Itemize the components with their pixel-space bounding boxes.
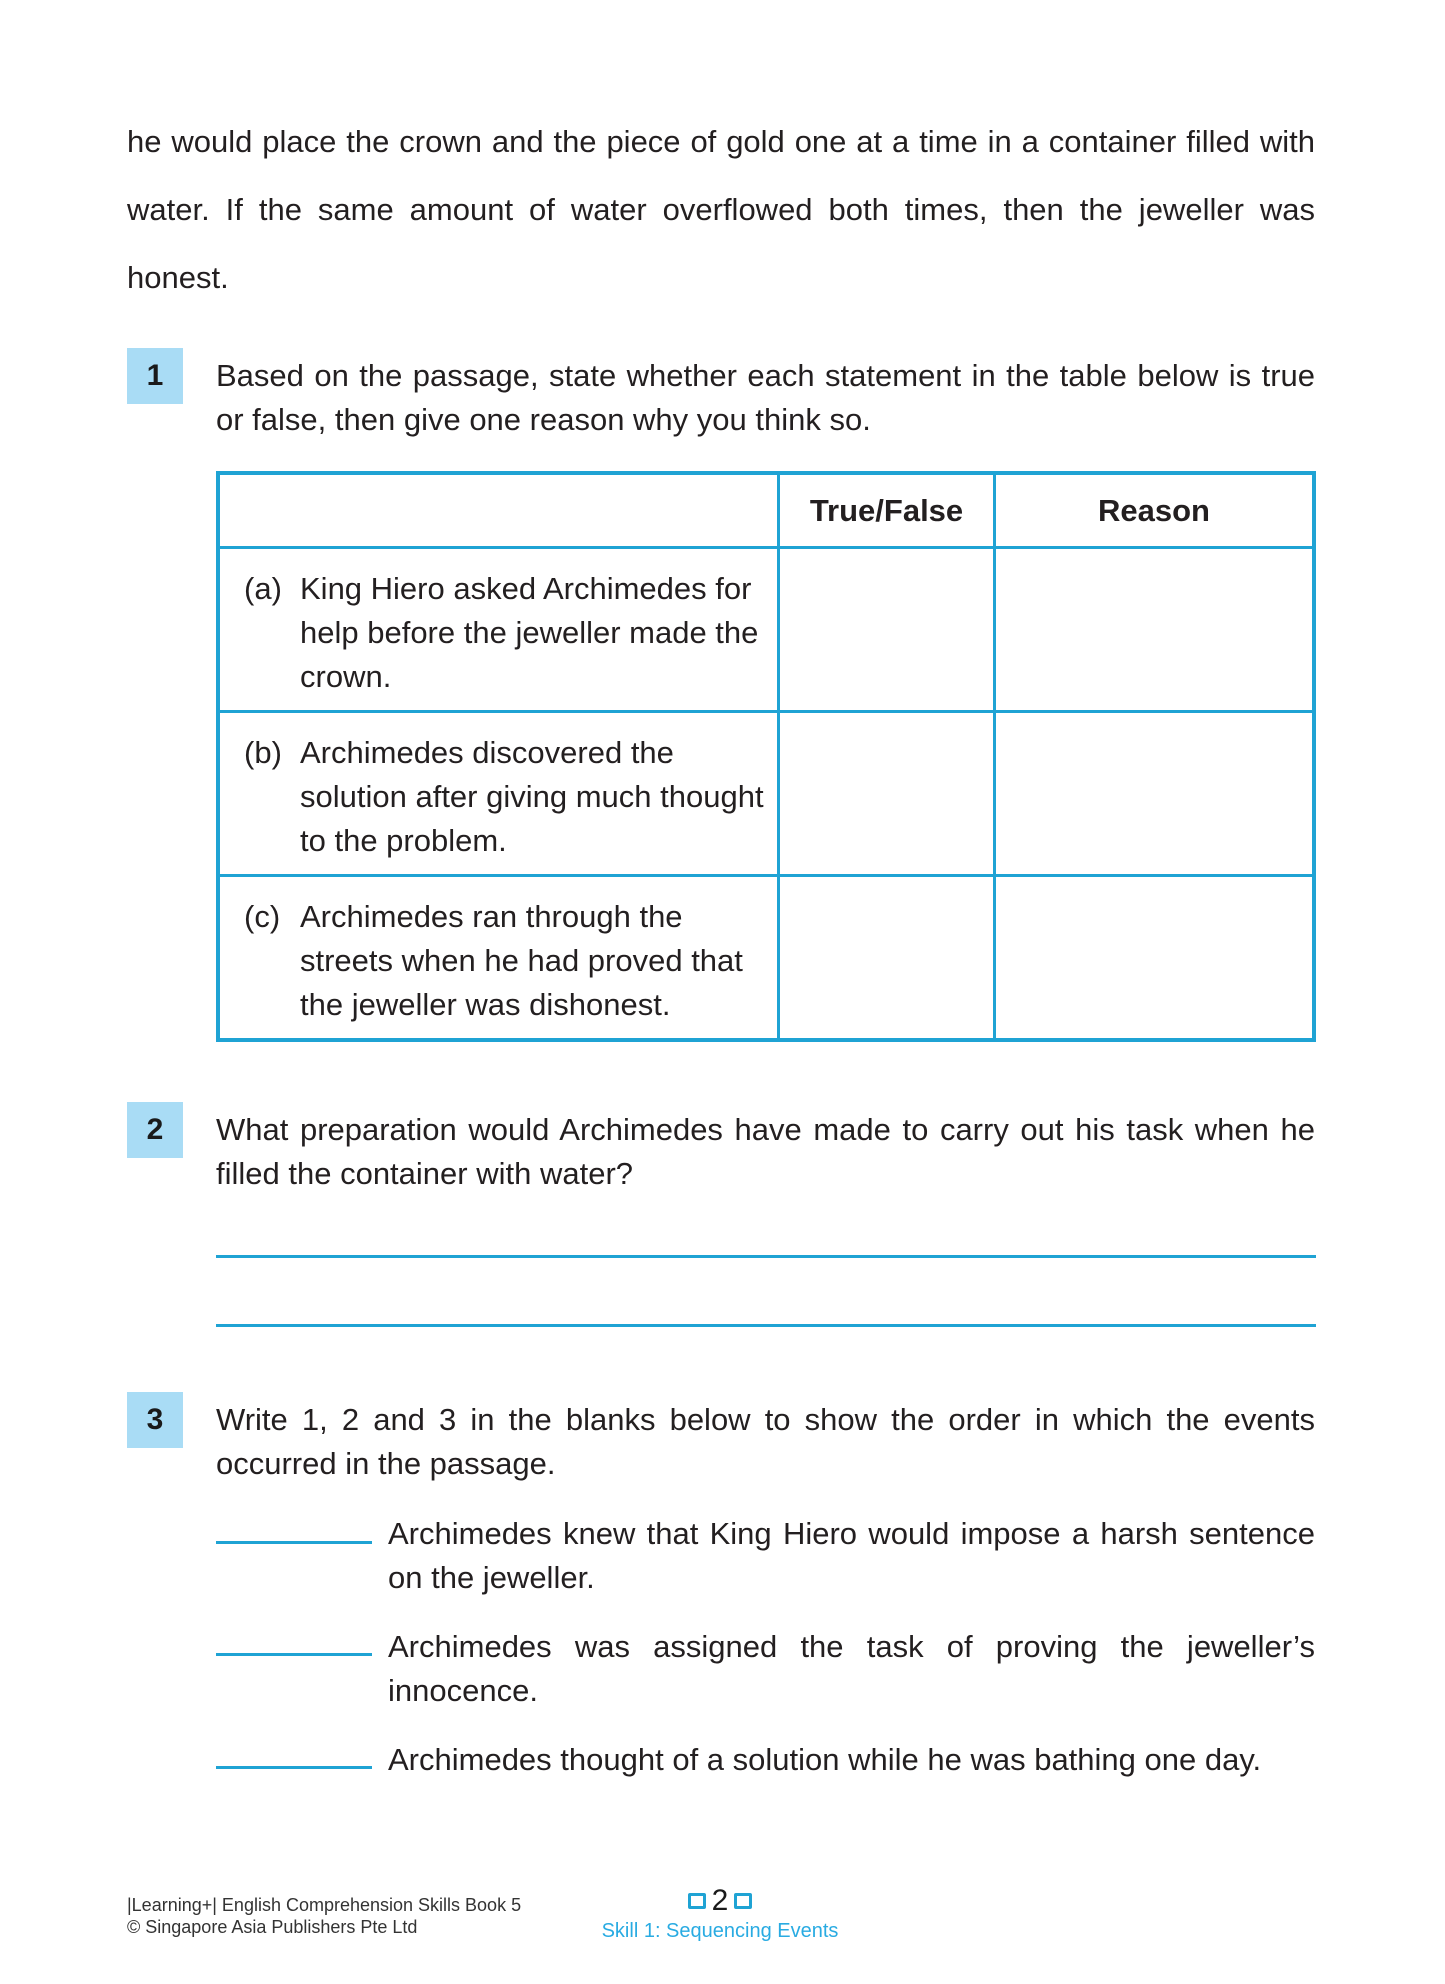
order-blank-1[interactable]: [216, 1541, 372, 1544]
true-false-answer-cell[interactable]: [779, 548, 995, 712]
question-3-prompt: Write 1, 2 and 3 in the blanks below to show the order in which the events occurred in the passage.: [216, 1402, 1315, 1481]
table-row: [218, 712, 1314, 876]
statement-text: Archimedes ran through the streets when he had proved that the jeweller was dishonest.: [300, 899, 743, 1022]
table-header-row: [218, 473, 1314, 548]
true-false-answer-cell[interactable]: [779, 712, 995, 876]
order-blank-2[interactable]: [216, 1653, 372, 1656]
statement-text: Archimedes discovered the solution after giving much thought to the problem.: [300, 735, 764, 858]
page-number: 2: [711, 1884, 729, 1917]
footer-page-info: [560, 1884, 880, 1943]
table-row: [218, 548, 1314, 712]
footer-publisher: [127, 1894, 521, 1938]
passage-text: he would place the crown and the piece of gold one at a time in a container filled with water. If the same amount of water overflowed both times, then the jeweller was honest.: [127, 124, 1315, 295]
statement-cell: [218, 548, 779, 712]
book-icon: [734, 1893, 752, 1909]
reason-answer-cell[interactable]: [995, 712, 1315, 876]
statement-label: (b): [244, 735, 282, 770]
question-2-prompt: What preparation would Archimedes have made to carry out his task when he filled the container with water?: [216, 1112, 1315, 1191]
table-row: [218, 876, 1314, 1041]
statement-cell: [218, 876, 779, 1041]
statement-label: (a): [244, 571, 282, 606]
header-true-false: True/False: [779, 473, 995, 548]
answer-line-2[interactable]: [216, 1324, 1316, 1327]
book-title: |Learning+| English Comprehension Skills Book 5: [127, 1895, 522, 1915]
reason-answer-cell[interactable]: [995, 548, 1315, 712]
skill-label: Skill 1: Sequencing Events: [601, 1920, 839, 1942]
book-icon: [688, 1893, 706, 1909]
statement-label: (c): [244, 899, 281, 934]
question-number-2: 2: [127, 1102, 183, 1158]
order-blank-3[interactable]: [216, 1766, 372, 1769]
header-statement: [218, 473, 779, 548]
question-number-1: 1: [127, 348, 183, 404]
event-text-2: Archimedes was assigned the task of proving the jeweller’s innocence.: [388, 1629, 1315, 1708]
true-false-table: [216, 471, 1316, 1042]
event-text-3: Archimedes thought of a solution while he was bathing one day.: [388, 1742, 1262, 1777]
page-number-group: [688, 1884, 753, 1918]
question-1-prompt: Based on the passage, state whether each statement in the table below is true or false, then give one reason why you think so.: [216, 358, 1315, 437]
question-number-3: 3: [127, 1392, 183, 1448]
header-reason: Reason: [995, 473, 1315, 548]
true-false-answer-cell[interactable]: [779, 876, 995, 1041]
statement-text: King Hiero asked Archimedes for help before the jeweller made the crown.: [300, 571, 759, 694]
copyright: © Singapore Asia Publishers Pte Ltd: [127, 1917, 418, 1937]
reason-answer-cell[interactable]: [995, 876, 1315, 1041]
event-text-1: Archimedes knew that King Hiero would impose a harsh sentence on the jeweller.: [388, 1516, 1315, 1595]
answer-line-1[interactable]: [216, 1255, 1316, 1258]
statement-cell: [218, 712, 779, 876]
